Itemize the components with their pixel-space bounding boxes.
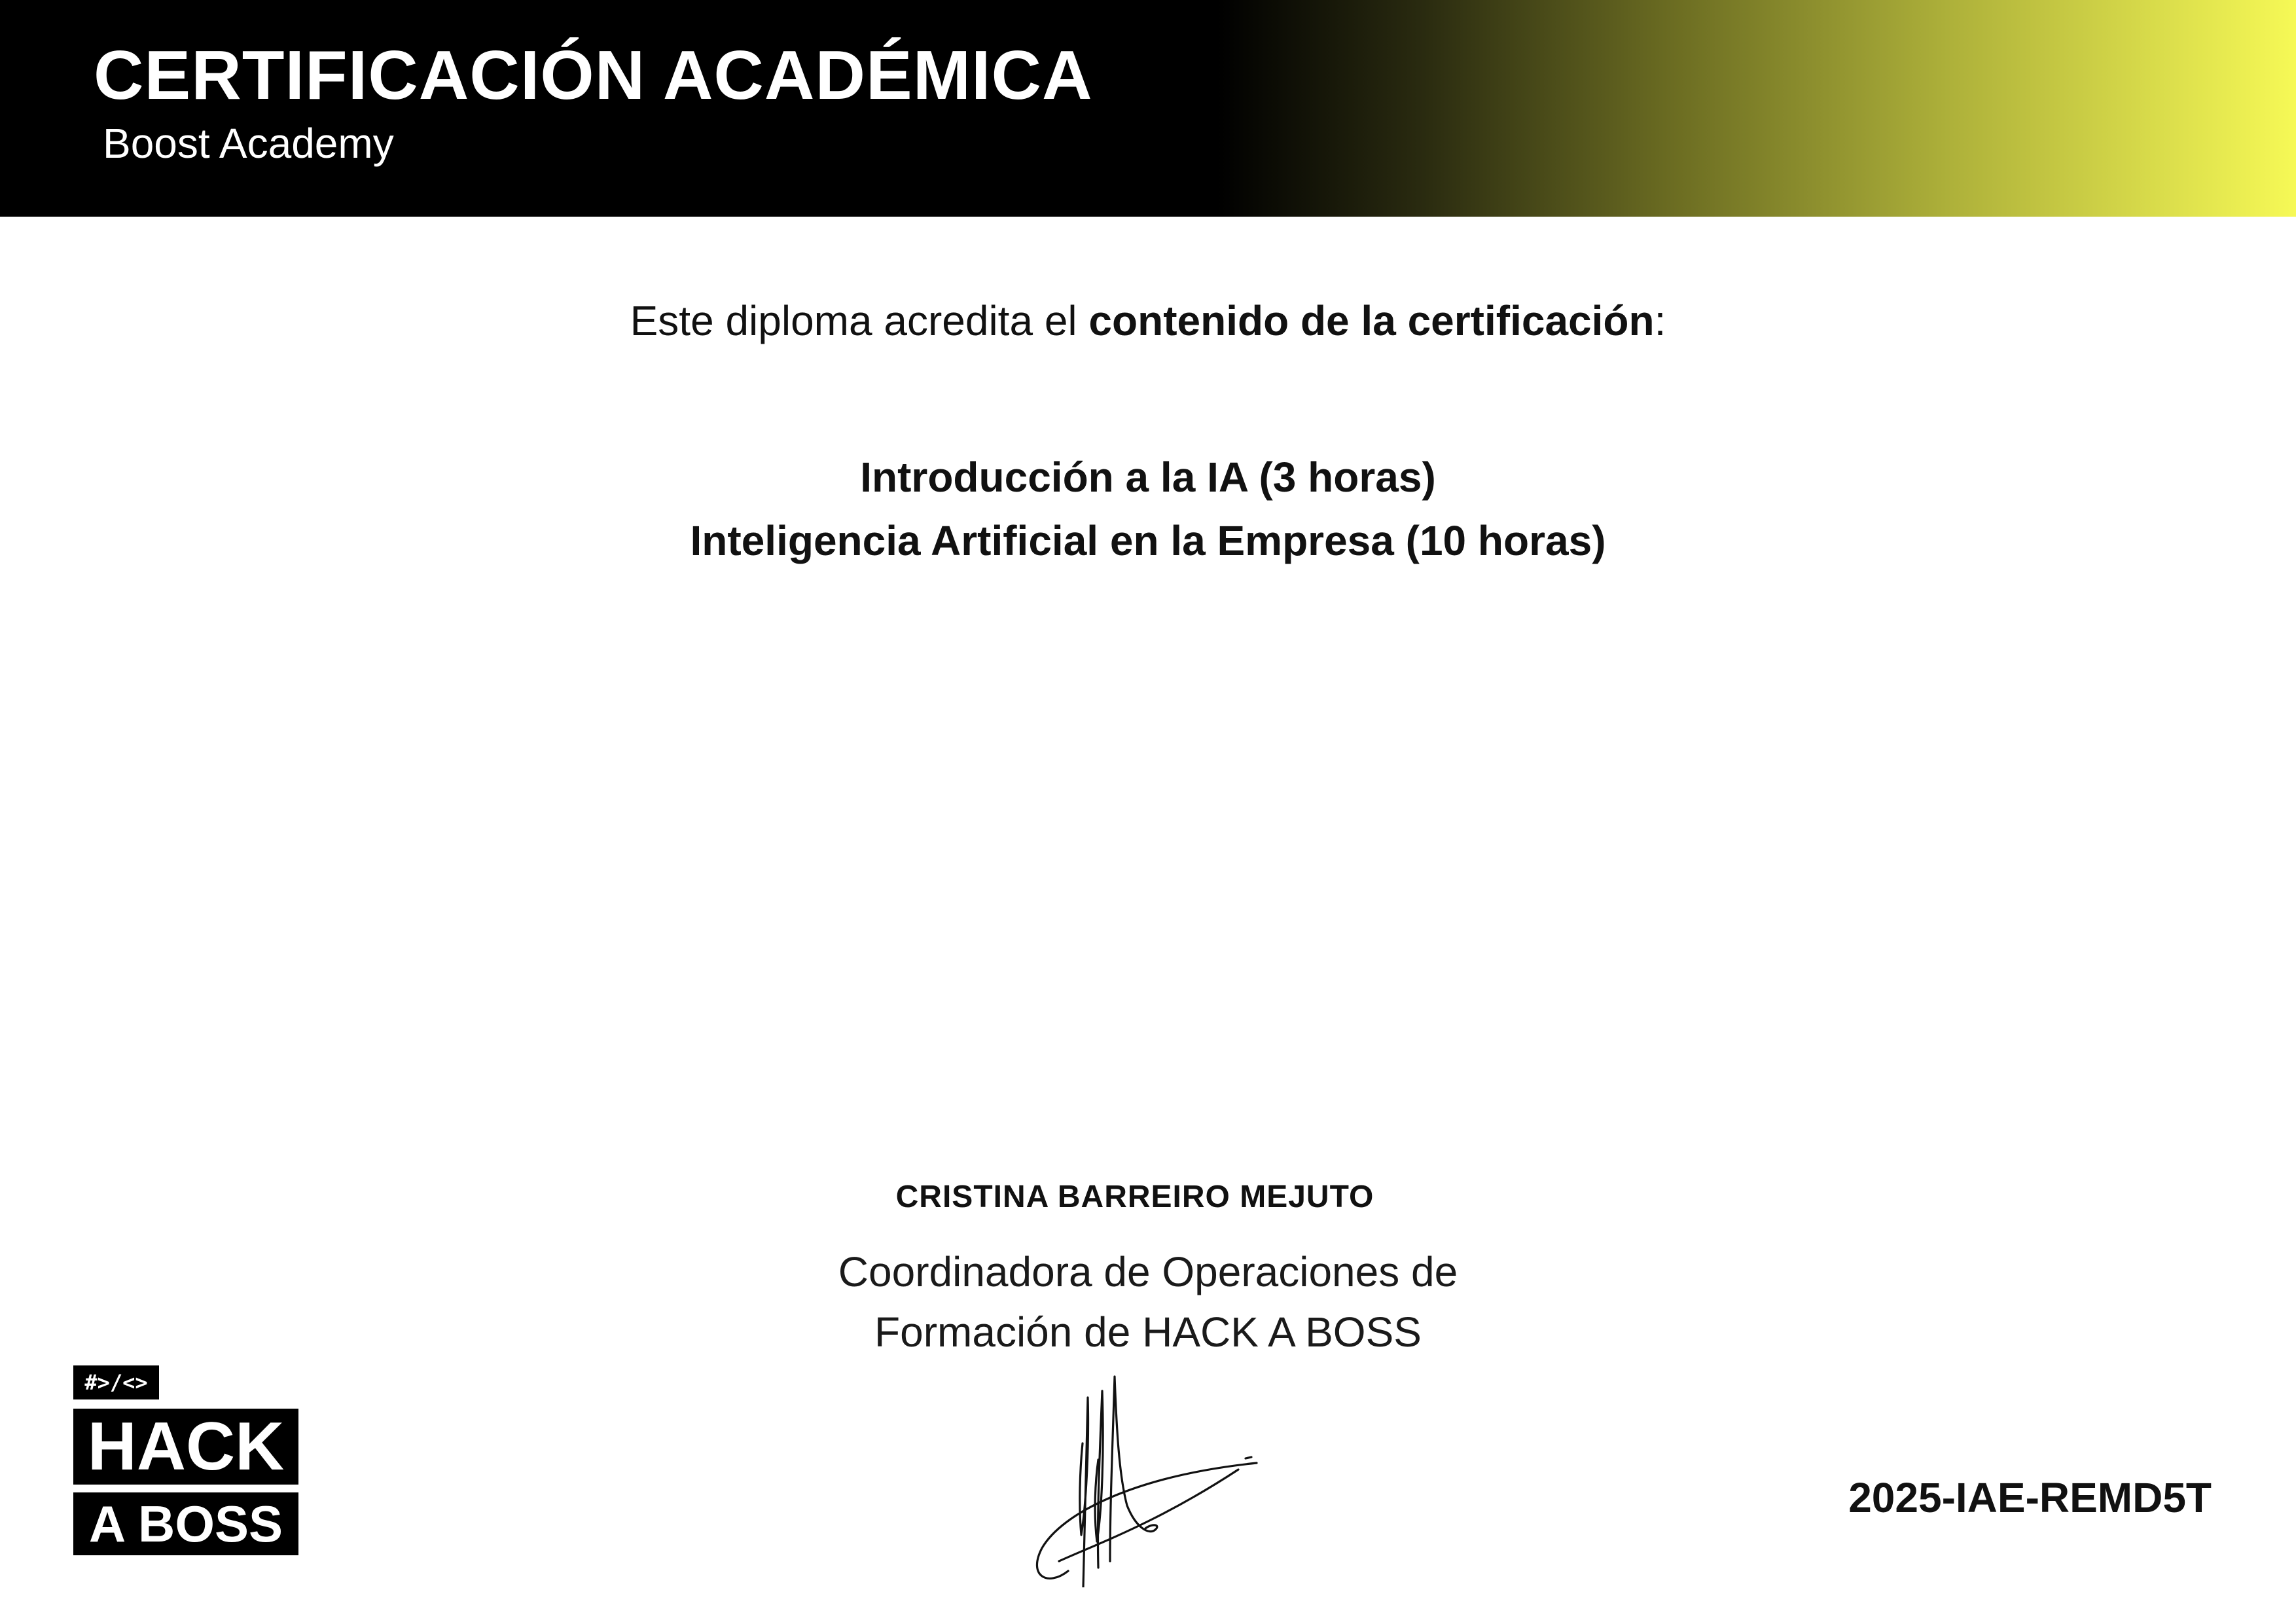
- intro-prefix: Este diploma acredita el: [630, 297, 1089, 344]
- course-list: [0, 446, 2296, 573]
- handwritten-signature: [1021, 1371, 1263, 1587]
- certificate-title: CERTIFICACIÓN ACADÉMICA: [94, 37, 1093, 114]
- logo-code-tag: #>/<>: [73, 1365, 159, 1399]
- logo-line-a-boss: A BOSS: [73, 1492, 298, 1555]
- signer-role-line: Coordinadora de Operaciones de: [838, 1248, 1458, 1295]
- intro-statement: [0, 296, 2296, 346]
- hack-a-boss-logo: [73, 1365, 302, 1555]
- intro-suffix: :: [1654, 297, 1666, 344]
- course-item: Inteligencia Artificial en la Empresa (10 horas): [690, 517, 1606, 564]
- logo-line-hack: HACK: [73, 1409, 298, 1485]
- intro-emphasis: contenido de la certificación: [1088, 297, 1655, 344]
- course-item: Introducción a la IA (3 horas): [860, 454, 1436, 501]
- academy-name: Boost Academy: [103, 120, 394, 167]
- signer-role-line: Formación de HACK A BOSS: [874, 1308, 1422, 1356]
- header-banner: [0, 0, 2296, 217]
- signer-role: [677, 1242, 1619, 1362]
- signer-name: CRISTINA BARREIRO MEJUTO: [895, 1180, 1374, 1214]
- certificate-code: 2025-IAE-REMD5T: [1848, 1474, 2212, 1521]
